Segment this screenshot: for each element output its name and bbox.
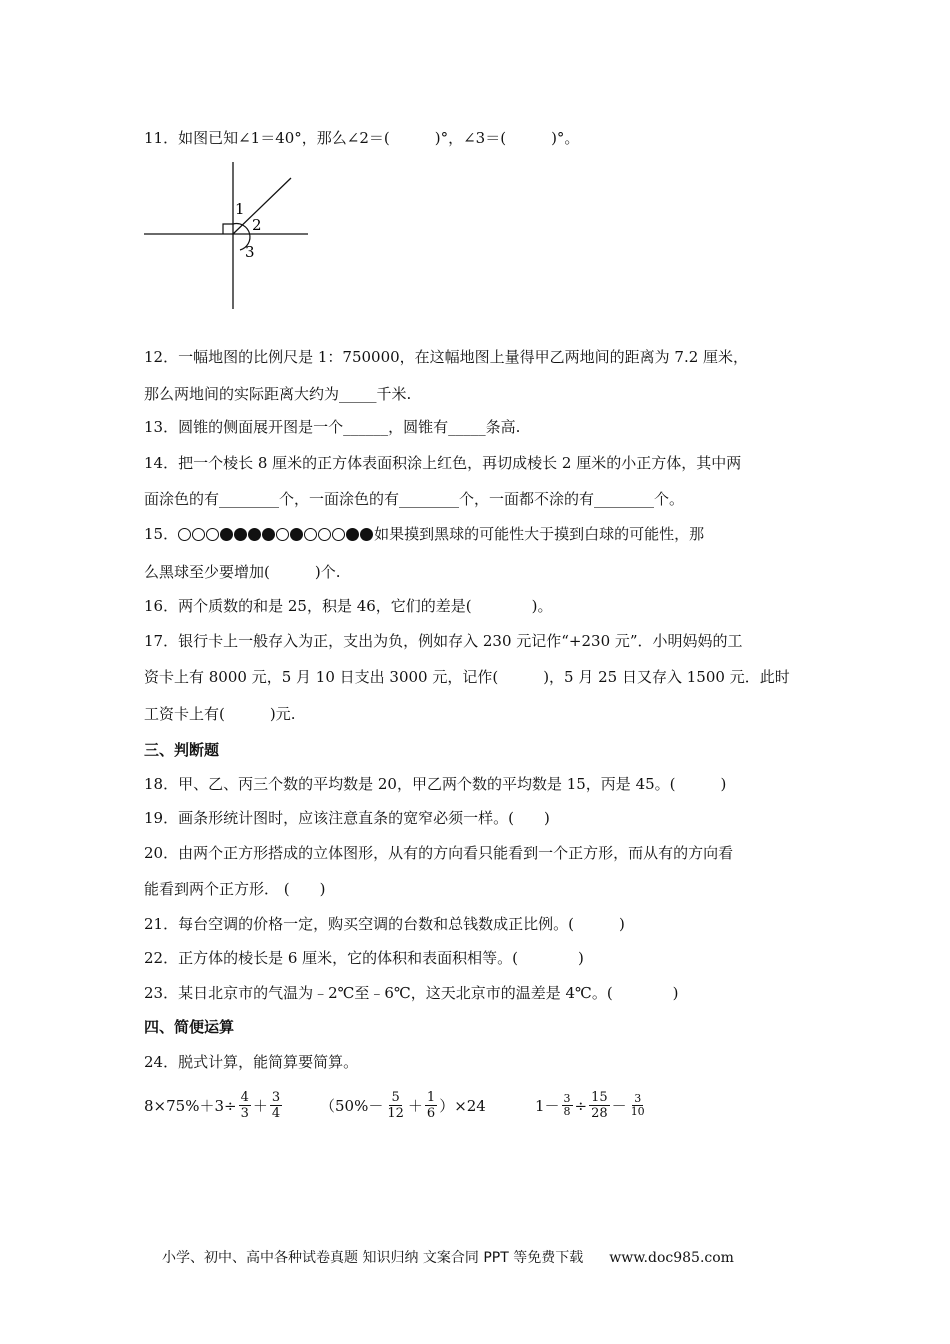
question-20-line1: 20．由两个正方形搭成的立体图形，从有的方向看只能看到一个正方形，而从有的方向看 (144, 844, 734, 862)
denominator: 6 (426, 1106, 436, 1121)
question-23: 23．某日北京市的气温为﹣2℃至﹣6℃，这天北京市的温差是 4℃。( ) (144, 984, 679, 1002)
numerator: 3 (563, 1092, 571, 1105)
denominator: 3 (240, 1106, 249, 1121)
angle-label-1: 1 (235, 200, 245, 218)
question-14-line2: 面涂色的有________个，一面涂色的有________个，一面都不涂的有________个。 (144, 490, 685, 508)
white-ball-icon (318, 528, 331, 541)
numerator: 5 (391, 1090, 400, 1105)
question-20-line2: 能看到两个正方形． ( ) (144, 880, 326, 898)
expr3-text: 1－ (535, 1097, 560, 1115)
black-ball-icon (262, 528, 275, 541)
white-ball-icon (276, 528, 289, 541)
numerator: 4 (240, 1090, 249, 1105)
question-17-line3: 工资卡上有( )元. (144, 705, 296, 723)
question-11: 11．如图已知∠1＝40°，那么∠2＝( )°，∠3＝( )°。 (144, 129, 580, 147)
black-ball-icon (248, 528, 261, 541)
operator: － (611, 1097, 627, 1115)
denominator: 12 (387, 1106, 404, 1121)
expr2-text: （50%－ (320, 1097, 384, 1115)
q15-prefix: 15． (144, 525, 179, 543)
denominator: 10 (630, 1105, 645, 1118)
question-12-line2: 那么两地间的实际距离大约为_____千米. (144, 385, 412, 403)
expr2-tail: ）×24 (439, 1097, 486, 1115)
question-21: 21．每台空调的价格一定，购买空调的台数和总钱数成正比例。( ) (144, 915, 625, 933)
angle-label-3: 3 (245, 243, 255, 261)
question-13: 13．圆锥的侧面展开图是一个______，圆锥有_____条高. (144, 418, 521, 436)
question-14-line1: 14．把一个棱长 8 厘米的正方体表面积涂上红色，再切成棱长 2 厘米的小正方体，其中两 (144, 454, 742, 472)
expression-2 (320, 1090, 486, 1121)
denominator: 8 (563, 1105, 571, 1118)
white-ball-icon (206, 528, 219, 541)
fraction (629, 1093, 647, 1118)
ball-row (178, 526, 374, 546)
white-ball-icon (178, 528, 191, 541)
question-17-line2: 资卡上有 8000 元，5 月 10 日支出 3000 元，记作( )，5 月 25 日又存入 1500 元．此时 (144, 668, 790, 686)
question-22: 22．正方体的棱长是 6 厘米，它的体积和表面积相等。( ) (144, 949, 584, 967)
operator: ＋ (407, 1097, 423, 1115)
question-15-line1 (144, 524, 704, 546)
question-15-line2: 么黑球至少要增加( )个. (144, 563, 341, 581)
denominator: 28 (591, 1106, 608, 1121)
question-16: 16．两个质数的和是 25，积是 46，它们的差是( )。 (144, 597, 553, 615)
expression-3 (535, 1090, 649, 1121)
black-ball-icon (346, 528, 359, 541)
black-ball-icon (290, 528, 303, 541)
angle-label-2: 2 (252, 216, 262, 234)
page-footer (162, 1247, 734, 1267)
fraction (589, 1090, 610, 1121)
angle-figure (142, 158, 312, 313)
footer-text: 小学、初中、高中各种试卷真题 知识归纳 文案合同 PPT 等免费下载 (162, 1250, 584, 1266)
black-ball-icon (360, 528, 373, 541)
section-3-heading: 三、判断题 (144, 741, 220, 759)
expr1-text: 8×75%＋3÷ (144, 1097, 237, 1115)
black-ball-icon (220, 528, 233, 541)
black-ball-icon (234, 528, 247, 541)
right-angle-mark (223, 224, 233, 234)
fraction (270, 1090, 282, 1121)
section-4-heading: 四、简便运算 (144, 1018, 235, 1036)
question-12-line1: 12．一幅地图的比例尺是 1：750000，在这幅地图上量得甲乙两地间的距离为 7.2 厘米， (144, 348, 749, 366)
question-19: 19．画条形统计图时，应该注意直条的宽窄必须一样。( ) (144, 809, 550, 827)
question-18: 18．甲、乙、丙三个数的平均数是 20，甲乙两个数的平均数是 15，丙是 45。( ) (144, 775, 727, 793)
operator: ＋ (252, 1097, 268, 1115)
white-ball-icon (332, 528, 345, 541)
white-ball-icon (304, 528, 317, 541)
expression-1 (144, 1090, 284, 1121)
fraction (425, 1090, 437, 1121)
question-17-line1: 17．银行卡上一般存入为正，支出为负，例如存入 230 元记作“+230 元”．小明妈妈的工 (144, 632, 743, 650)
question-24: 24．脱式计算，能简算要简算。 (144, 1053, 359, 1071)
footer-url[interactable]: www.doc985.com (609, 1250, 734, 1266)
numerator: 1 (426, 1090, 436, 1105)
fraction (239, 1090, 251, 1121)
numerator: 3 (271, 1090, 281, 1105)
numerator: 15 (591, 1090, 608, 1105)
white-ball-icon (192, 528, 205, 541)
numerator: 3 (634, 1092, 642, 1105)
denominator: 4 (271, 1106, 281, 1121)
q15-suffix: 如果摸到黑球的可能性大于摸到白球的可能性，那 (374, 525, 705, 543)
operator: ÷ (574, 1096, 588, 1115)
fraction (562, 1093, 573, 1118)
fraction (385, 1090, 406, 1121)
